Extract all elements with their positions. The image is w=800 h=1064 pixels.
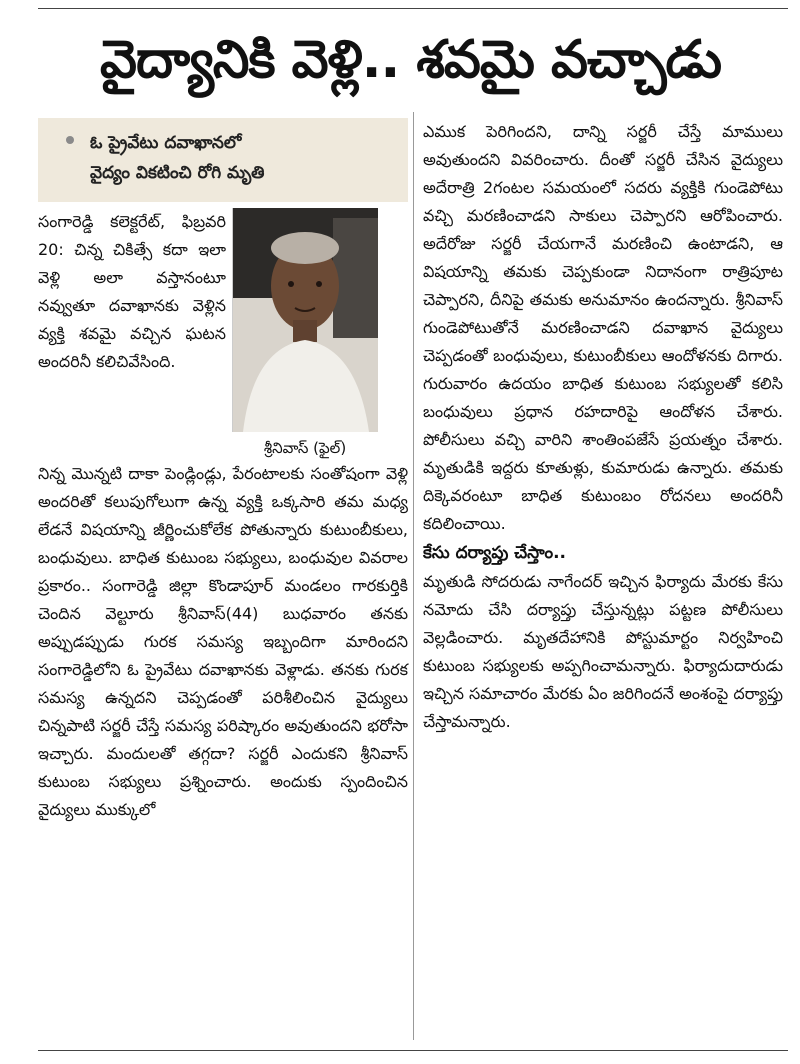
subheading: కేసు దర్యాప్తు చేస్తాం..	[423, 543, 567, 563]
lead-paragraph: సంగారెడ్డి కలెక్టరేట్, ఫిబ్రవరి 20: చిన్న చికిత్సే కదా ఇలా వెళ్లి అలా వస్తానంటూ నవ్వుతూ దవాఖానకు వెళ్లిన వ్యక్తి శవమై వచ్చిన ఘటన అందరినీ కలిచివేసింది.	[38, 212, 226, 371]
portrait-image	[233, 208, 378, 432]
headline: వైద్యానికి వెళ్లి.. శవమై వచ్చాడు	[100, 30, 721, 90]
right-column-paragraph-2: మృతుడి సోదరుడు నాగేందర్ ఇచ్చిన ఫిర్యాదు మేరకు కేసు నమోదు చేసి దర్యాప్తు చేస్తున్నట్లు పట్టణ పోలీసులు వెల్లడించారు. మృతదేహానికి పోస్టుమార్టం నిర్వహించి కుటుంబ సభ్యులకు అప్పగించామన్నారు. ఫిర్యాదుదారుడు ఇచ్చిన సమాచారం మేరకు ఏం జరిగిందనే అంశంపై దర్యాప్తు చేస్తామన్నారు.	[423, 572, 783, 731]
bullet-icon	[66, 136, 74, 144]
deck-box	[38, 118, 408, 202]
left-column-body	[38, 460, 408, 824]
deck-line-2: వైద్యం వికటించి రోగి మృతి	[90, 163, 265, 183]
left-column-paragraph: నిన్న మొన్నటి దాకా పెండ్లిండ్లు, పేరంటాలకు సంతోషంగా వెళ్లి అందరితో కలుపుగోలుగా ఉన్న వ్యక్తి ఒక్కసారి తమ మధ్య లేడనే విషయాన్ని జీర్ణించుకోలేక పోతున్నారు కుటుంబీకులు, బంధువులు. బాధిత కుటుంబ సభ్యులు, బంధువుల వివరాల ప్రకారం.. సంగారెడ్డి జిల్లా కొండాపూర్ మండలం గారకుర్తికి చెందిన వెల్టూరు శ్రీనివాస్(44) బుధవారం తనకు అప్పుడప్పుడు గురక సమస్య ఇబ్బందిగా మారిందని సంగారెడ్డిలోని ఓ ప్రైవేటు దవాఖానకు వెళ్లాడు. తనకు గురక సమస్య ఉన్నదని చెప్పడంతో పరిశీలించిన వైద్యులు చిన్నపాటి సర్జరీ చేస్తే సమస్య పరిష్కారం అవుతుందని భరోసా ఇచ్చారు. మందులతో తగ్గదా? సర్జరీ ఎందుకని శ్రీనివాస్ కుటుంబ సభ్యులు ప్రశ్నించారు. అందుకు స్పందించిన వైద్యులు ముక్కులో	[38, 464, 408, 819]
right-column-body	[423, 118, 783, 736]
portrait-photo	[232, 208, 378, 464]
column-divider	[413, 112, 414, 1040]
bottom-rule	[38, 1050, 788, 1051]
photo-caption: శ్రీనివాస్ (ఫైల్)	[232, 432, 378, 464]
deck-line-1: ఓ ప్రైవేటు దవాఖానలో	[90, 133, 242, 153]
top-rule	[38, 8, 788, 9]
lead-paragraph-wrap	[38, 208, 226, 376]
right-column-paragraph: ఎముక పెరిగిందని, దాన్ని సర్జరీ చేస్తే మాములు అవుతుందని వివరించారు. దీంతో సర్జరీ చేసిన వైద్యులు అదేరాత్రి 2గంటల సమయంలో సదరు వ్యక్తికి గుండెపోటు వచ్చి మరణించాడని సాకులు చెప్పారని ఆరోపించారు. అదేరోజు సర్జరీ చేయగానే మరణించి ఉంటాడని, ఆ విషయాన్ని తమకు చెప్పకుండా నిదానంగా రాత్రిపూట చెప్పారని, దీనిపై తమకు అనుమానం ఉందన్నారు. శ్రీనివాస్ గుండెపోటుతోనే మరణించాడని దవాఖాన వైద్యులు చెప్పడంతో బంధువులు, కుటుంబీకులు ఆందోళనకు దిగారు. గురువారం ఉదయం బాధిత కుటుంబ సభ్యులతో కలిసి బంధువులు ప్రధాన రహదారిపై ఆందోళన చేశారు. పోలీసులు వచ్చి వారిని శాంతింపజేసే ప్రయత్నం చేశారు. మృతుడికి ఇద్దరు కూతుళ్లు, కుమారుడు ఉన్నారు. తమకు దిక్కెవరంటూ బాధిత కుటుంబం రోదనలు అందరినీ కదిలించాయి.	[423, 122, 783, 533]
